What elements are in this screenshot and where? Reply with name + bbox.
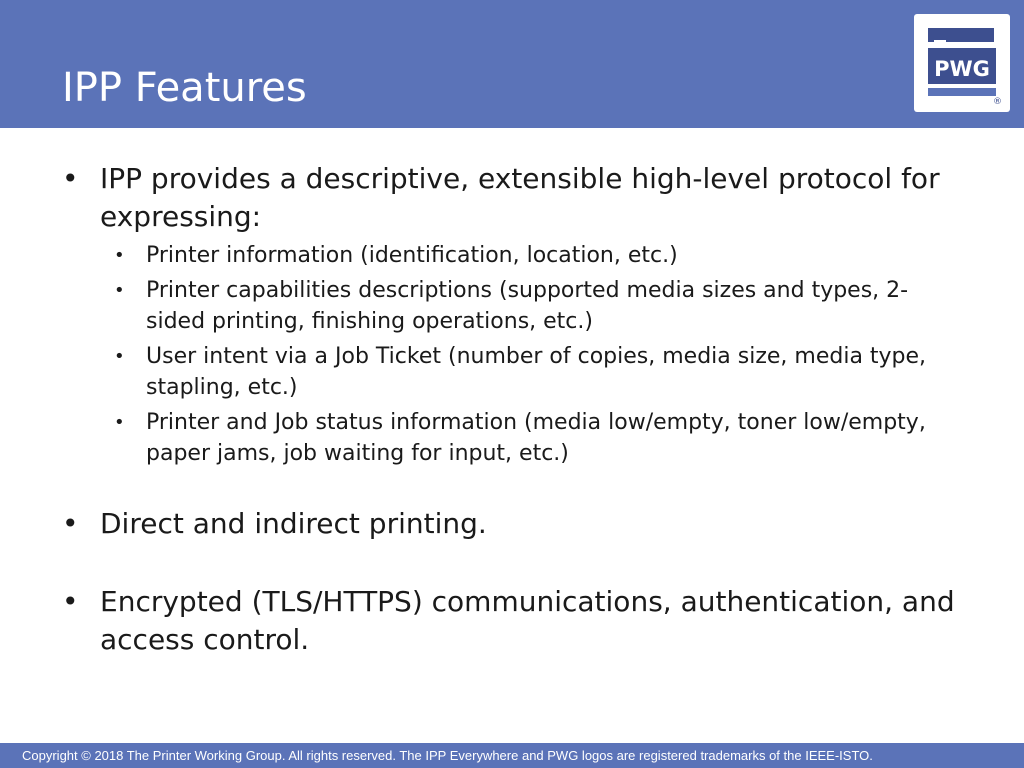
sub-bullet-3-text: User intent via a Job Ticket (number of copies, media size, media type, stapling, etc.) xyxy=(146,344,927,400)
bullet-3 xyxy=(62,583,962,659)
spacer xyxy=(62,473,962,505)
logo-base xyxy=(928,88,996,96)
bullet-dot: • xyxy=(62,585,79,618)
sub-bullet-4-text: Printer and Job status information (media low/empty, toner low/empty, paper jams, job waiting for input, etc.) xyxy=(146,410,926,466)
bullet-dot: • xyxy=(62,507,79,540)
logo-registered-mark: ® xyxy=(993,97,1002,107)
sub-bullet-1 xyxy=(100,240,946,271)
logo-lid xyxy=(928,28,994,42)
spacer xyxy=(62,543,962,583)
sub-bullet-dot: • xyxy=(114,412,125,433)
footer-bar xyxy=(0,743,1024,768)
bullet-dot: • xyxy=(62,162,79,195)
bullet-1-text: IPP provides a descriptive, extensible high-level protocol for expressing: xyxy=(100,162,940,233)
sub-bullet-3 xyxy=(100,341,946,403)
pwg-logo-icon xyxy=(914,14,1010,112)
sub-bullet-2-text: Printer capabilities descriptions (supported media sizes and types, 2-sided printing, finishing operations, etc.) xyxy=(146,278,909,334)
sub-bullet-dot: • xyxy=(114,346,125,367)
slide-body xyxy=(62,160,962,659)
sub-bullet-2 xyxy=(100,275,946,337)
pwg-logo xyxy=(914,14,1010,112)
bullet-2-text: Direct and indirect printing. xyxy=(100,507,487,540)
slide-title: IPP Features xyxy=(62,65,307,111)
logo-slot xyxy=(934,40,946,44)
sub-bullet-1-text: Printer information (identification, location, etc.) xyxy=(146,243,678,268)
logo-text: PWG xyxy=(934,57,990,81)
header-bar xyxy=(0,0,1024,128)
sub-bullet-4 xyxy=(100,407,946,469)
bullet-2 xyxy=(62,505,962,543)
bullet-1 xyxy=(62,160,962,236)
sub-bullet-dot: • xyxy=(114,280,125,301)
sub-bullet-dot: • xyxy=(114,245,125,266)
copyright-text: Copyright © 2018 The Printer Working Group. All rights reserved. The IPP Everywhere and PWG logos are registered trademarks of the IEEE-ISTO. xyxy=(22,748,873,763)
bullet-1-sublist xyxy=(62,240,962,469)
bullet-3-text: Encrypted (TLS/HTTPS) communications, authentication, and access control. xyxy=(100,585,955,656)
